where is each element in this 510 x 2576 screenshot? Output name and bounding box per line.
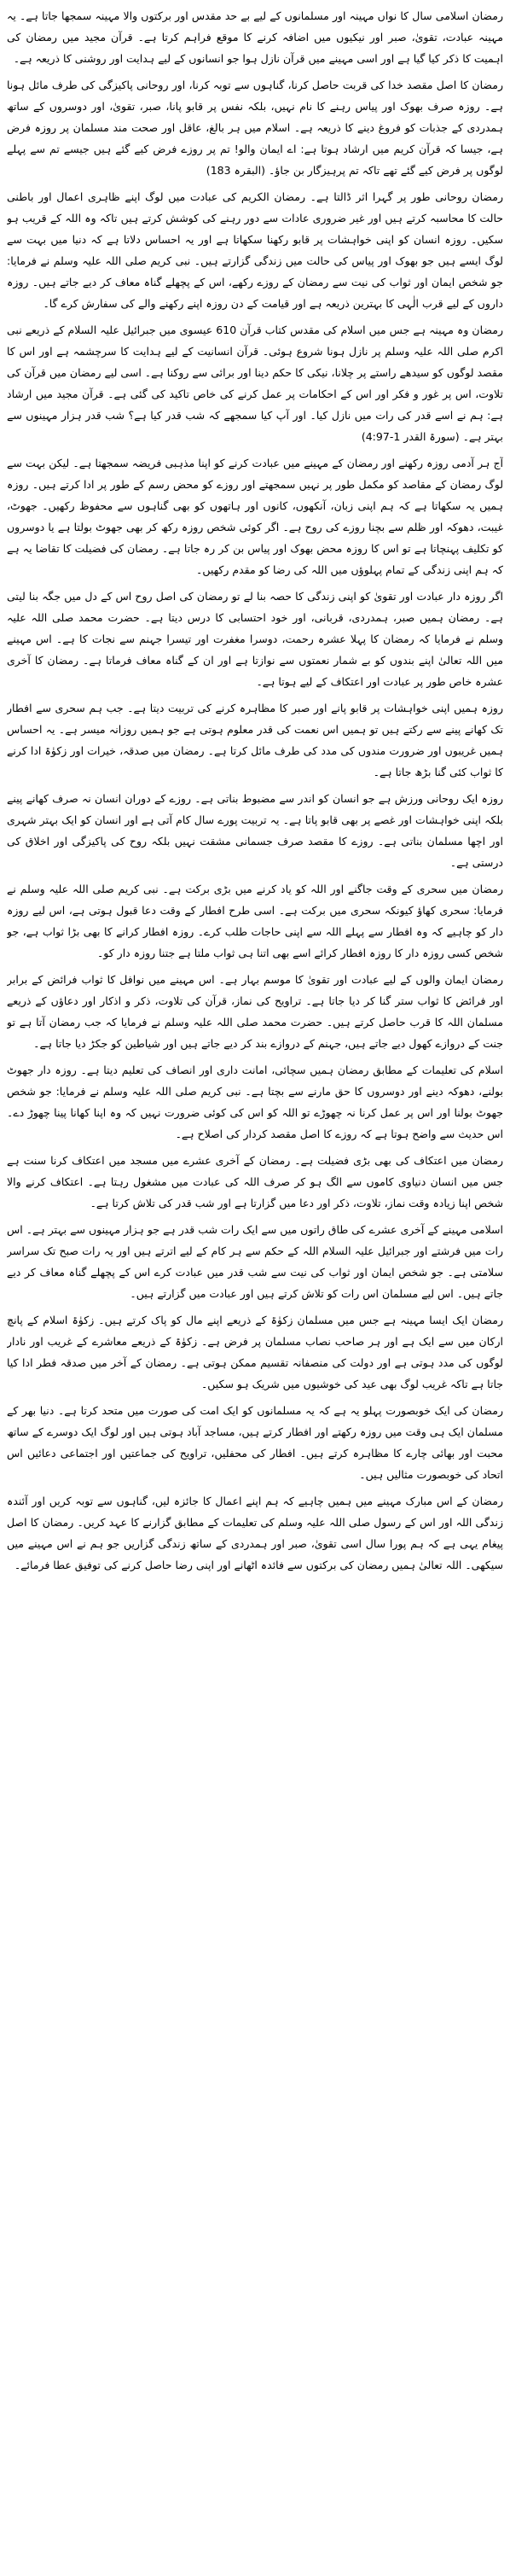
paragraph: رمضان کی ایک خوبصورت پہلو یہ ہے کہ یہ مسلمانوں کو ایک امت کی صورت میں متحد کرتا ہے۔ دنیا بھر کے مسلمان ایک ہی وقت میں روزہ رکھتے اور افطار کرتے ہیں، مساجد آباد ہوتی ہیں اور لوگ ایک دوسرے کے ساتھ محبت اور بھائی چارے کا مظاہرہ کرتے ہیں۔ افطار کی محفلیں، تراویح کی جماعتیں اور اجتماعی دعائیں اس اتحاد کی خوبصورت مثالیں ہیں۔ xyxy=(7,1404,503,1481)
paragraph: رمضان میں اعتکاف کی بھی بڑی فضیلت ہے۔ رمضان کے آخری عشرے میں مسجد میں اعتکاف کرنا سنت ہے جس میں انسان دنیاوی کاموں سے الگ ہو کر صرف اللہ کی عبادت میں مشغول رہتا ہے۔ اعتکاف کرنے والا شخص اپنا زیادہ وقت نماز، تلاوت، ذکر اور دعا میں گزارتا ہے اور شب قدر کی تلاش کرتا ہے۔ xyxy=(7,1154,503,1209)
paragraph: رمضان کا اصل مقصد خدا کی قربت حاصل کرنا، گناہوں سے توبہ کرنا، اور روحانی پاکیزگی کی طرف مائل ہونا ہے۔ روزہ صرف بھوک اور پیاس رہنے کا نام نہیں، بلکہ نفس پر قابو پانا، صبر، تقویٰ، اور دوسروں کے ساتھ ہمدردی کے جذبات کو فروغ دینے کا ذریعہ ہے۔ اسلام میں ہر بالغ، عاقل اور صحت مند مسلمان پر روزہ فرض ہے، جیسا کہ قرآن کریم میں ارشاد ہوتا ہے: اے ایمان والو! تم پر روزے فرض کیے گئے ہیں جیسے تم سے پہلے لوگوں پر فرض کیے گئے تھے تاکہ تم پرہیزگار بن جاؤ۔ (البقرہ 183) xyxy=(7,79,503,177)
paragraph: اسلامی مہینے کے آخری عشرے کی طاق راتوں میں سے ایک رات شب قدر ہے جو ہزار مہینوں سے بہتر ہے۔ اس رات میں فرشتے اور جبرائیل علیہ السلام اللہ کے حکم سے ہر کام کے لیے اترتے ہیں اور یہ رات صبح تک سراسر سلامتی ہے۔ جو شخص ایمان اور ثواب کی نیت سے شب قدر میں عبادت کرے اس کے پچھلے گناہ معاف کر دیے جاتے ہیں۔ اس لیے مسلمان اس رات کو تلاش کرتے ہیں اور عبادت میں گزارتے ہیں۔ xyxy=(7,1223,503,1300)
paragraph: رمضان میں سحری کے وقت جاگنے اور اللہ کو یاد کرنے میں بڑی برکت ہے۔ نبی کریم صلی اللہ علیہ وسلم نے فرمایا: سحری کھاؤ کیونکہ سحری میں برکت ہے۔ اسی طرح افطار کے وقت دعا قبول ہوتی ہے، اس لیے روزہ دار کو چاہیے کہ وہ افطار سے پہلے اللہ سے اپنی حاجات طلب کرے۔ روزہ افطار کرانے کا بھی بڑا ثواب ہے، جو شخص کسی روزہ دار کا روزہ افطار کرائے اسے بھی اتنا ہی ثواب ملتا ہے جتنا روزہ دار کو۔ xyxy=(7,883,503,959)
article-body xyxy=(7,5,503,2566)
paragraph: رمضان روحانی طور پر گہرا اثر ڈالتا ہے۔ رمضان الکریم کی عبادت میں لوگ اپنے ظاہری اعمال اور باطنی حالت کا محاسبہ کرتے ہیں اور غیر ضروری عادات سے دور رہنے کی کوشش کرتے ہیں تاکہ وہ اللہ کے قریب ہو سکیں۔ روزہ انسان کو اپنی خواہشات پر قابو رکھنا سکھاتا ہے اور یہ احساس دلاتا ہے کہ دنیا میں بہت سے لوگ ایسے ہیں جو بھوک اور پیاس کی حالت میں زندگی گزارتے ہیں۔ نبی کریم صلی اللہ علیہ وسلم نے فرمایا: جو شخص ایمان اور ثواب کی نیت سے رمضان کے روزے رکھے، اس کے پچھلے گناہ معاف کر دیے جاتے ہیں۔ روزہ داروں کے لیے قرب الٰہی کا بہترین ذریعہ ہے اور قیامت کے دن روزہ اپنے رکھنے والے کی سفارش کرے گا۔ xyxy=(7,190,503,310)
paragraph: رمضان ایمان والوں کے لیے عبادت اور تقویٰ کا موسم بہار ہے۔ اس مہینے میں نوافل کا ثواب فرائض کے برابر اور فرائض کا ثواب ستر گنا کر دیا جاتا ہے۔ تراویح کی نماز، قرآن کی تلاوت، ذکر و اذکار اور دعاؤں کے ذریعے مسلمان اللہ کا قرب حاصل کرتے ہیں۔ حضرت محمد صلی اللہ علیہ وسلم نے فرمایا کہ جب رمضان آتا ہے تو جنت کے دروازے کھول دیے جاتے ہیں، جہنم کے دروازے بند کر دیے جاتے ہیں اور شیاطین کو جکڑ دیا جاتا ہے۔ xyxy=(7,973,503,1050)
paragraph: روزہ ہمیں اپنی خواہشات پر قابو پانے اور صبر کا مظاہرہ کرنے کی تربیت دیتا ہے۔ جب ہم سحری سے افطار تک کھانے پینے سے رکتے ہیں تو ہمیں اس نعمت کی قدر معلوم ہوتی ہے جو ہمیں روزانہ میسر ہے۔ یہ احساس ہمیں غریبوں اور ضرورت مندوں کی مدد کی طرف مائل کرتا ہے۔ رمضان میں صدقہ، خیرات اور زکوٰۃ ادا کرنے کا ثواب کئی گنا بڑھ جاتا ہے۔ xyxy=(7,702,503,778)
paragraph: آج ہر آدمی روزہ رکھنے اور رمضان کے مہینے میں عبادت کرنے کو اپنا مذہبی فریضہ سمجھتا ہے۔ لیکن بہت سے لوگ رمضان کے مقاصد کو مکمل طور پر نہیں سمجھتے اور روزے کو محض رسم کے طور پر ادا کرتے ہیں۔ روزہ ہمیں یہ سکھاتا ہے کہ ہم اپنی زبان، آنکھوں، کانوں اور ہاتھوں کو بھی گناہوں سے محفوظ رکھیں۔ جھوٹ، غیبت، دھوکہ اور ظلم سے بچنا روزے کی روح ہے۔ اگر کوئی شخص روزہ رکھ کر بھی جھوٹ بولتا ہے یا دوسروں کو تکلیف پہنچاتا ہے تو اس کا روزہ محض بھوک اور پیاس بن کر رہ جاتا ہے۔ رمضان کی فضیلت کا تقاضا یہ ہے کہ ہم اپنی زندگی کے تمام پہلوؤں میں اللہ کی رضا کو مقدم رکھیں۔ xyxy=(7,457,503,576)
paragraph: روزہ ایک روحانی ورزش ہے جو انسان کو اندر سے مضبوط بناتی ہے۔ روزے کے دوران انسان نہ صرف کھانے پینے بلکہ اپنی خواہشات اور غصے پر بھی قابو پاتا ہے۔ یہ تربیت پورے سال کام آتی ہے اور انسان کو ایک بہتر شہری اور اچھا مسلمان بناتی ہے۔ روزے کا مقصد صرف جسمانی مشقت نہیں بلکہ روح کی پاکیزگی اور اخلاق کی درستی ہے۔ xyxy=(7,792,503,869)
paragraph: رمضان کے اس مبارک مہینے میں ہمیں چاہیے کہ ہم اپنے اعمال کا جائزہ لیں، گناہوں سے توبہ کریں اور آئندہ زندگی اللہ اور اس کے رسول صلی اللہ علیہ وسلم کی تعلیمات کے مطابق گزارنے کا عہد کریں۔ رمضان کا اصل پیغام یہی ہے کہ ہم پورا سال اسی تقویٰ، صبر اور ہمدردی کے ساتھ زندگی گزاریں جو ہم نے اس مہینے میں سیکھی۔ اللہ تعالیٰ ہمیں رمضان کی برکتوں سے فائدہ اٹھانے اور اپنی رضا حاصل کرنے کی توفیق عطا فرمائے۔ xyxy=(7,1495,503,1571)
paragraph: رمضان ایک ایسا مہینہ ہے جس میں مسلمان زکوٰۃ کے ذریعے اپنے مال کو پاک کرتے ہیں۔ زکوٰۃ اسلام کے پانچ ارکان میں سے ایک ہے اور ہر صاحب نصاب مسلمان پر فرض ہے۔ زکوٰۃ کے ذریعے معاشرے کے غریب اور نادار لوگوں کی مدد ہوتی ہے اور دولت کی منصفانہ تقسیم ممکن ہوتی ہے۔ رمضان کے آخر میں صدقہ فطر ادا کیا جاتا ہے تاکہ غریب لوگ بھی عید کی خوشیوں میں شریک ہو سکیں۔ xyxy=(7,1314,503,1390)
paragraph: رمضان وہ مہینہ ہے جس میں اسلام کی مقدس کتاب قرآن 610 عیسوی میں جبرائیل علیہ السلام کے ذریعے نبی اکرم صلی اللہ علیہ وسلم پر نازل ہونا شروع ہوئی۔ قرآن انسانیت کے لیے ہدایت کا سرچشمہ ہے اور اس کا مقصد لوگوں کو سیدھے راستے پر چلانا، نیکی کا حکم دینا اور برائی سے روکنا ہے۔ اسی لیے رمضان میں قرآن کی تلاوت، اس پر غور و فکر اور اس کے احکامات پر عمل کرنے کی خاص تاکید کی گئی ہے۔ قرآن مجید میں ارشاد ہے: ہم نے اسے قدر کی رات میں نازل کیا۔ اور آپ کیا سمجھے کہ شب قدر کیا ہے؟ شب قدر ہزار مہینوں سے بہتر ہے۔ (سورۃ القدر 1-4:97) xyxy=(7,323,503,443)
paragraph: اسلام کی تعلیمات کے مطابق رمضان ہمیں سچائی، امانت داری اور انصاف کی تعلیم دیتا ہے۔ روزہ دار جھوٹ بولنے، دھوکہ دینے اور دوسروں کا حق مارنے سے بچتا ہے۔ نبی کریم صلی اللہ علیہ وسلم نے فرمایا: جو شخص جھوٹ بولنا اور اس پر عمل کرنا نہ چھوڑے تو اللہ کو اس کی کوئی ضرورت نہیں کہ وہ اپنا کھانا پینا چھوڑ دے۔ اس حدیث سے واضح ہوتا ہے کہ روزے کا اصل مقصد کردار کی اصلاح ہے۔ xyxy=(7,1064,503,1140)
paragraph: اگر روزہ دار عبادت اور تقویٰ کو اپنی زندگی کا حصہ بنا لے تو رمضان کی اصل روح اس کے دل میں جگہ بنا لیتی ہے۔ رمضان ہمیں صبر، ہمدردی، قربانی، اور خود احتسابی کا درس دیتا ہے۔ حضرت محمد صلی اللہ علیہ وسلم نے فرمایا کہ رمضان کا پہلا عشرہ رحمت، دوسرا مغفرت اور تیسرا جہنم سے نجات کا ہے۔ اس مہینے میں اللہ تعالیٰ اپنے بندوں کو بے شمار نعمتوں سے نوازتا ہے اور ان کے گناہ معاف فرماتا ہے۔ رمضان کا آخری عشرہ خاص طور پر عبادت اور اعتکاف کے لیے ہوتا ہے۔ xyxy=(7,590,503,688)
paragraph: رمضان اسلامی سال کا نواں مہینہ اور مسلمانوں کے لیے بے حد مقدس اور برکتوں والا مہینہ سمجھا جاتا ہے۔ یہ مہینہ عبادت، تقویٰ، صبر اور نیکیوں میں اضافہ کرنے کا موقع فراہم کرتا ہے۔ قرآن مجید میں رمضان کی اہمیت کا ذکر کیا گیا ہے اور اسی مہینے میں قرآن نازل ہوا جو انسانوں کے لیے ہدایت اور روشنی کا ذریعہ ہے۔ xyxy=(7,9,503,65)
